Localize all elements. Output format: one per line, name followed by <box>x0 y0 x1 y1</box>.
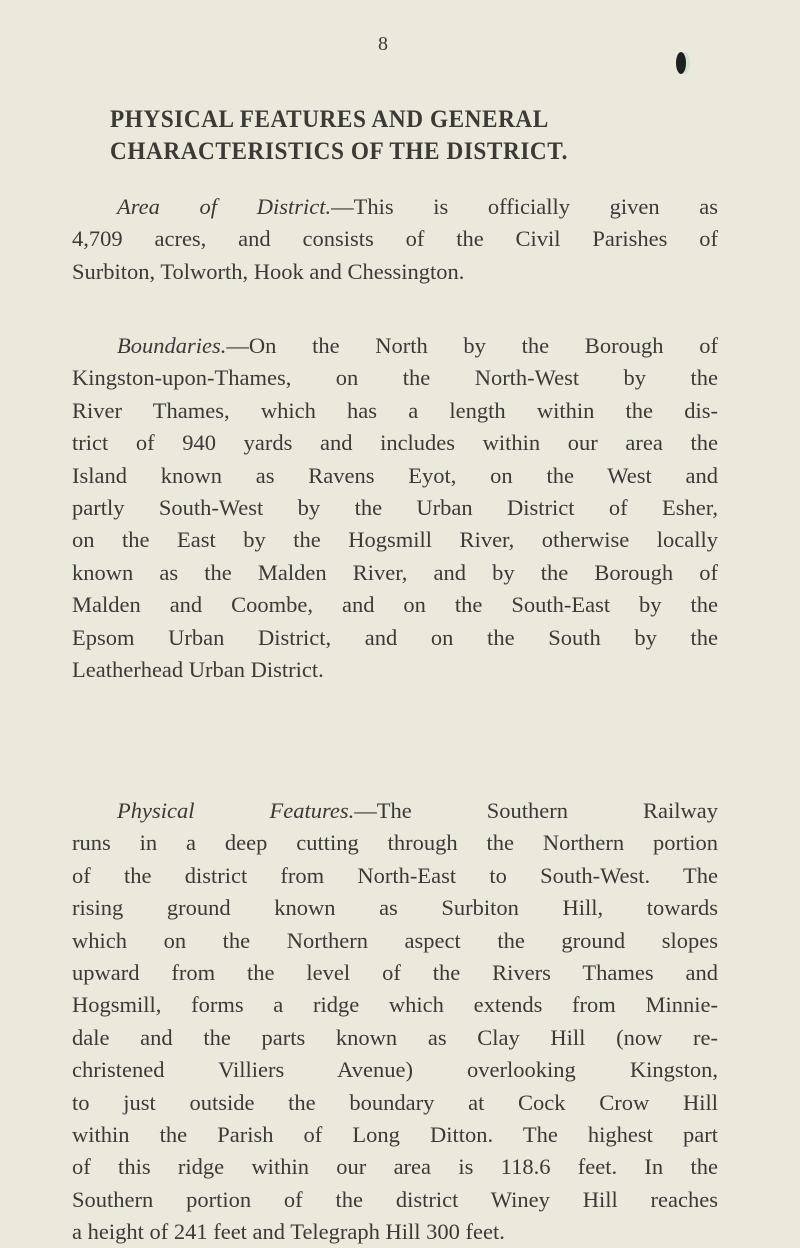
text-line <box>72 860 718 892</box>
line-text: known as the Malden River, and by the Borough of <box>72 559 718 585</box>
page-title-line-2: CHARACTERISTICS OF THE DISTRICT. <box>110 138 568 165</box>
line-text: trict of 940 yards and includes within our area the <box>72 430 718 456</box>
paragraph-physical-features <box>72 795 718 1248</box>
line-text: of the district from North-East to South-West. The <box>72 862 718 888</box>
line-text: of this ridge within our area is 118.6 feet. In the <box>72 1154 718 1180</box>
text-line <box>72 330 718 362</box>
paragraph-heading: Area of District. <box>117 194 332 219</box>
text-line <box>72 362 718 394</box>
line-text: which on the Northern aspect the ground slopes <box>72 927 718 953</box>
line-text: Epsom Urban District, and on the South by the <box>72 624 718 650</box>
text-line <box>72 892 718 924</box>
line-text: rising ground known as Surbiton Hill, towards <box>72 895 718 921</box>
paragraph-heading: Boundaries. <box>117 333 227 358</box>
text-line <box>72 1151 718 1183</box>
text-line <box>72 654 718 686</box>
text-line <box>72 427 718 459</box>
line-text: Hogsmill, forms a ridge which extends from Minnie- <box>72 992 718 1018</box>
text-line <box>72 1087 718 1119</box>
line-text: within the Parish of Long Ditton. The highest part <box>72 1121 718 1147</box>
line-text: runs in a deep cutting through the Northern portion <box>72 830 718 856</box>
text-line <box>72 557 718 589</box>
line-text: on the East by the Hogsmill River, otherwise locally <box>72 527 718 553</box>
binding-hole-mark <box>676 52 686 74</box>
text-line <box>72 925 718 957</box>
line-text: —The Southern Railway <box>354 798 718 823</box>
line-text: Malden and Coombe, and on the South-East by the <box>72 592 718 618</box>
text-line <box>72 1119 718 1151</box>
line-text: dale and the parts known as Clay Hill (now re- <box>72 1024 718 1050</box>
line-text: River Thames, which has a length within the dis- <box>72 397 718 423</box>
line-text: Leatherhead Urban District. <box>72 656 324 682</box>
paragraph-area-of-district <box>72 191 718 288</box>
line-text: christened Villiers Avenue) overlooking Kingston, <box>72 1057 718 1083</box>
text-line <box>72 460 718 492</box>
line-text: —On the North by the Borough of <box>226 333 718 358</box>
line-text: a height of 241 feet and Telegraph Hill 300 feet. <box>72 1219 505 1245</box>
line-text: Southern portion of the district Winey Hill reaches <box>72 1186 718 1212</box>
page-title-line-1: PHYSICAL FEATURES AND GENERAL <box>110 106 549 133</box>
text-line <box>72 395 718 427</box>
text-line <box>72 524 718 556</box>
page-number: 8 <box>378 33 388 55</box>
text-line <box>72 223 718 255</box>
line-text: 4,709 acres, and consists of the Civil Parishes of <box>72 226 718 252</box>
text-line <box>72 1216 718 1248</box>
paragraph-heading: Physical Features. <box>117 798 355 823</box>
text-line <box>72 1184 718 1216</box>
text-line <box>72 1054 718 1086</box>
line-text: —This is officially given as <box>331 194 719 219</box>
line-text: Island known as Ravens Eyot, on the West and <box>72 462 718 488</box>
line-text: upward from the level of the Rivers Thames and <box>72 959 718 985</box>
text-line <box>72 795 718 827</box>
paragraph-boundaries <box>72 330 718 686</box>
line-text: to just outside the boundary at Cock Crow Hill <box>72 1089 718 1115</box>
line-text: partly South-West by the Urban District of Esher, <box>72 494 718 520</box>
text-line <box>72 989 718 1021</box>
text-line <box>72 492 718 524</box>
line-text: Surbiton, Tolworth, Hook and Chessington. <box>72 258 465 284</box>
text-line <box>72 622 718 654</box>
text-line <box>72 191 718 223</box>
line-text: Kingston-upon-Thames, on the North-West by the <box>72 365 718 391</box>
text-line <box>72 827 718 859</box>
text-line <box>72 1022 718 1054</box>
text-line <box>72 256 718 288</box>
text-line <box>72 957 718 989</box>
text-line <box>72 589 718 621</box>
